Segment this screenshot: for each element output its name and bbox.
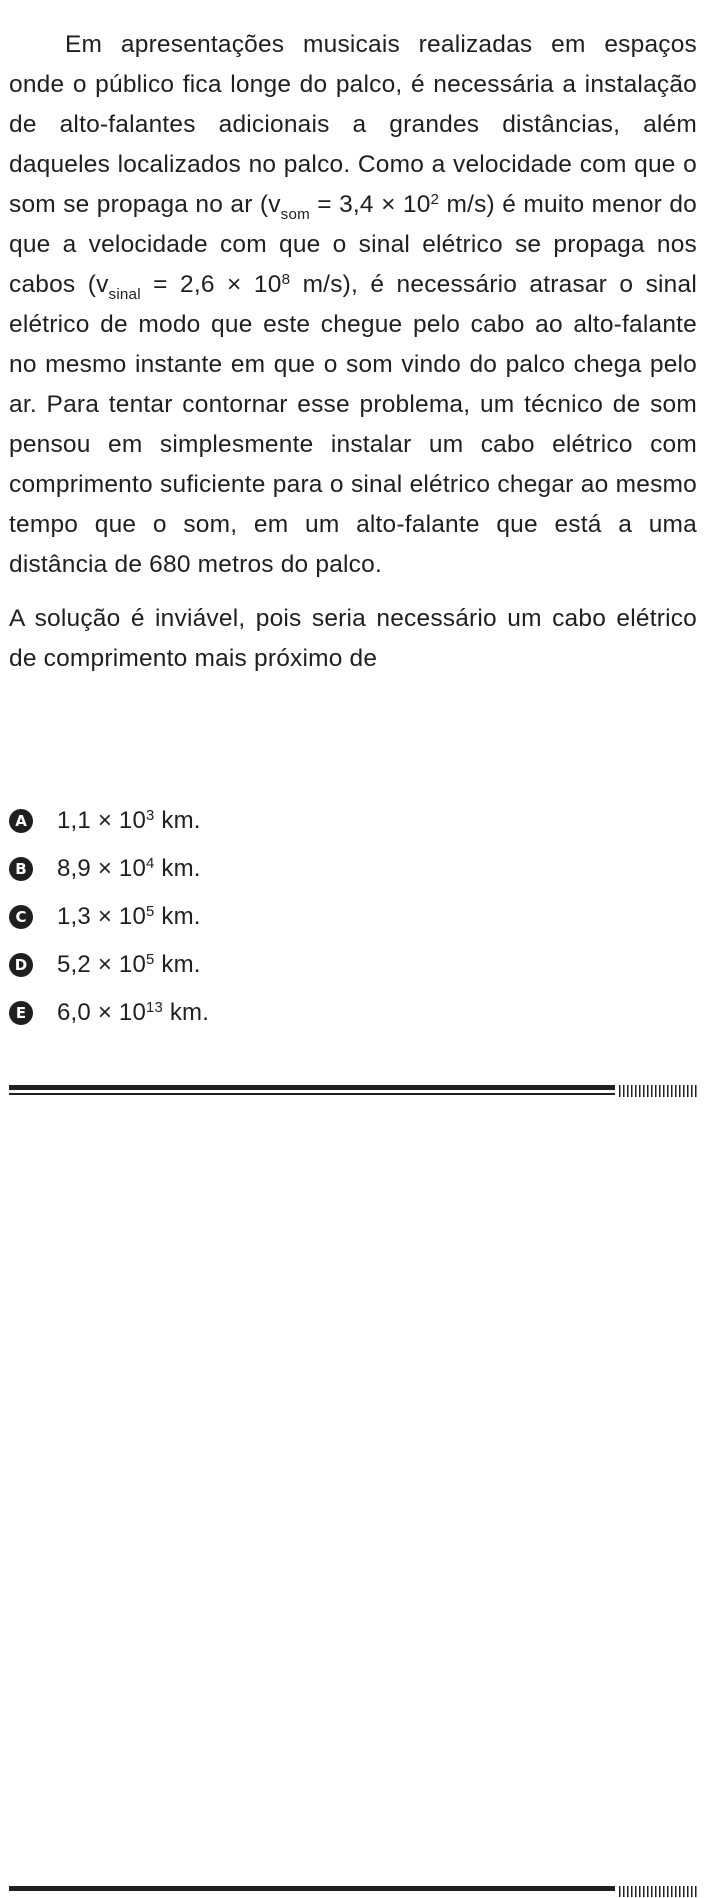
- option-text: [57, 807, 201, 835]
- option-text: [57, 903, 201, 931]
- option-text: [57, 999, 209, 1027]
- option-b[interactable]: [9, 845, 409, 893]
- subscript: sinal: [108, 285, 141, 303]
- subscript: som: [280, 205, 310, 223]
- option-c[interactable]: [9, 893, 409, 941]
- bottom-divider-tick-marks: [619, 1886, 697, 1897]
- option-unit: km.: [154, 903, 201, 930]
- option-e[interactable]: [9, 989, 409, 1037]
- divider-thick-line: [9, 1085, 615, 1090]
- option-unit: km.: [162, 999, 210, 1026]
- option-letter-badge-icon: C: [9, 905, 33, 929]
- option-mantissa: 5,2 × 10: [57, 951, 147, 978]
- superscript: 8: [281, 270, 291, 288]
- paragraph-text-segment: m/s) é muito menor do que a velocidade com que o sinal elétrico se propaga nos cabos (v: [9, 191, 697, 298]
- question-context-paragraph: [9, 25, 697, 585]
- option-exponent: 5: [146, 903, 155, 920]
- option-letter-badge-icon: E: [9, 1001, 33, 1025]
- superscript: 2: [430, 190, 440, 208]
- option-letter-badge-icon: A: [9, 809, 33, 833]
- divider-tick-marks: [619, 1085, 697, 1097]
- bottom-divider-line: [9, 1886, 615, 1891]
- paragraph-text-segment: = 2,6 × 10: [140, 271, 282, 298]
- answer-options: [9, 797, 409, 1037]
- option-exponent: 4: [146, 855, 155, 872]
- section-divider: [9, 1085, 697, 1097]
- question-prompt-paragraph: A solução é inviável, pois seria necessário um cabo elétrico de comprimento mais próximo de: [9, 605, 697, 672]
- option-unit: km.: [154, 807, 201, 834]
- page-bottom-divider: [9, 1886, 697, 1898]
- option-exponent: 3: [146, 807, 155, 824]
- question-body: [9, 25, 697, 679]
- option-mantissa: 1,1 × 10: [57, 807, 147, 834]
- divider-thin-line: [9, 1093, 615, 1095]
- option-mantissa: 1,3 × 10: [57, 903, 147, 930]
- option-text: [57, 855, 201, 883]
- option-mantissa: 8,9 × 10: [57, 855, 147, 882]
- option-letter-badge-icon: D: [9, 953, 33, 977]
- option-mantissa: 6,0 × 10: [57, 999, 147, 1026]
- option-exponent: 5: [146, 951, 155, 968]
- option-a[interactable]: [9, 797, 409, 845]
- option-exponent: 13: [146, 999, 163, 1016]
- option-d[interactable]: [9, 941, 409, 989]
- paragraph-text-segment: Em apresentações musicais realizadas em espaços onde o público fica longe do palco, é necessária a instalação de alto-falantes adicionais a grandes distâncias, além daqueles localizados no palco. Como a velocidade com que o som se propaga no ar (v: [9, 31, 697, 218]
- option-unit: km.: [154, 951, 201, 978]
- option-letter-badge-icon: B: [9, 857, 33, 881]
- option-text: [57, 951, 201, 979]
- paragraph-text-segment: = 3,4 × 10: [309, 191, 431, 218]
- option-unit: km.: [154, 855, 201, 882]
- paragraph-text-segment: m/s), é necessário atrasar o sinal elétrico de modo que este chegue pelo cabo ao alto-falante no mesmo instante em que o som vindo do palco chega pelo ar. Para tentar contornar esse problema, um técnico de som pensou em simplesmente instalar um cabo elétrico com comprimento suficiente para o sinal elétrico chegar ao mesmo tempo que o som, em um alto-falante que está a uma distância de 680 metros do palco.: [9, 271, 697, 578]
